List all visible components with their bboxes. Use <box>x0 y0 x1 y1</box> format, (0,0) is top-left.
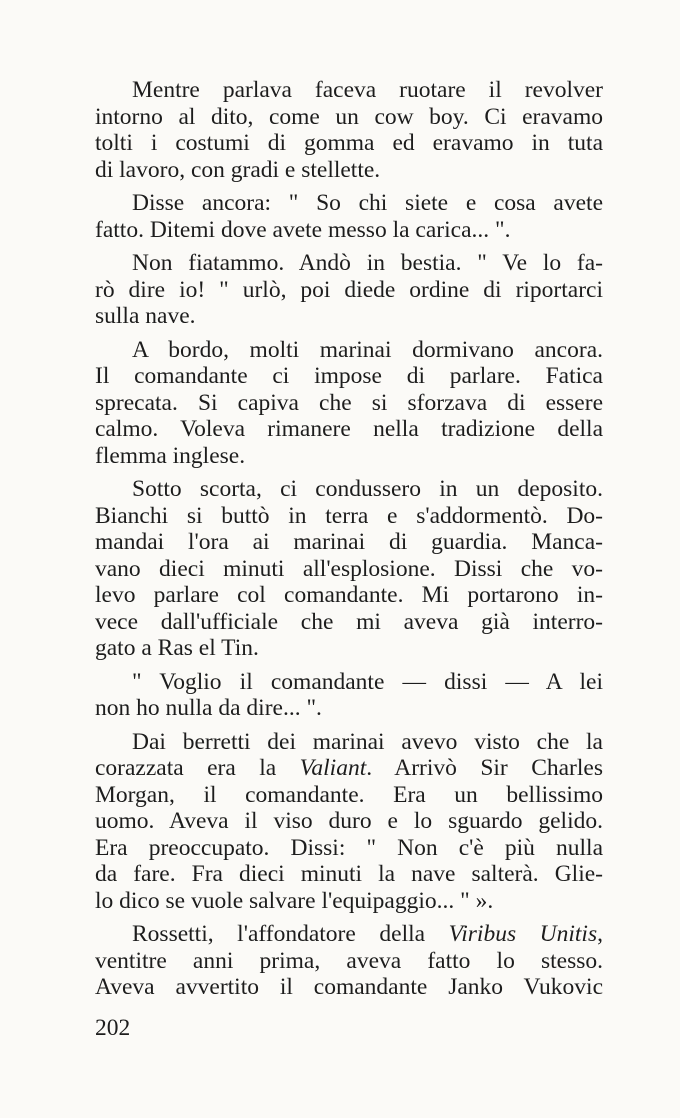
text-line: mandai l'ora ai marinai di guardia. Manca- <box>95 529 603 555</box>
text-line: lo dico se vuole salvare l'equipaggio... " ». <box>95 887 494 914</box>
text-line: Aveva avvertito il comandante Janko Vukovic <box>95 974 603 1000</box>
text-line: A bordo, molti marinai dormivano ancora. <box>132 336 603 363</box>
text-line: vano dieci minuti all'esplosione. Dissi che vo- <box>95 555 603 582</box>
text-line: intorno al dito, come un cow boy. Ci eravamo <box>95 103 603 130</box>
page-number: 202 <box>95 1015 131 1041</box>
text-line: tolti i costumi di gomma ed eravamo in tuta <box>95 130 603 156</box>
text-line: da fare. Fra dieci minuti la nave salterà. Glie- <box>95 861 603 887</box>
paragraph <box>95 921 603 1001</box>
text-line: Dai berretti dei marinai avevo visto che la <box>132 728 603 755</box>
paragraph <box>95 77 603 183</box>
text-line: ventitre anni prima, aveva fatto lo stesso. <box>95 947 603 974</box>
text-line: corazzata era la Valiant. Arrivò Sir Charles <box>95 755 603 781</box>
body-text <box>95 77 603 1001</box>
paragraph <box>95 669 603 722</box>
text-line: sulla nave. <box>95 303 196 329</box>
text-line: rò dire io! " urlò, poi diede ordine di riportarci <box>95 276 603 303</box>
text-line: uomo. Aveva il viso duro e lo sguardo gelido. <box>95 808 603 834</box>
text-line: Non fiatammo. Andò in bestia. " Ve lo fa- <box>132 250 603 276</box>
text-line: " Voglio il comandante — dissi — A lei <box>132 668 603 695</box>
text-line: sprecata. Si capiva che si sforzava di essere <box>95 389 603 416</box>
paragraph <box>95 476 603 662</box>
paragraph <box>95 190 603 243</box>
text-line: flemma inglese. <box>95 442 246 469</box>
text-line: Il comandante ci impose di parlare. Fatica <box>95 363 603 389</box>
text-line: Rossetti, l'affondatore della Viribus Unitis, <box>132 921 603 947</box>
text-line: Morgan, il comandante. Era un bellissimo <box>95 781 603 808</box>
text-line: calmo. Voleva rimanere nella tradizione della <box>95 416 603 442</box>
text-line: Disse ancora: " So chi siete e cosa avete <box>132 190 603 216</box>
text-line: fatto. Ditemi dove avete messo la carica... ". <box>95 216 511 243</box>
paragraph <box>95 337 603 470</box>
paragraph <box>95 729 603 915</box>
text-line: non ho nulla da dire... ". <box>95 695 322 721</box>
text-line: Era preoccupato. Dissi: " Non c'è più nulla <box>95 834 603 861</box>
text-line: di lavoro, con gradi e stellette. <box>95 156 381 183</box>
text-line: vece dall'ufficiale che mi aveva già interro- <box>95 608 603 635</box>
text-line: gato a Ras el Tin. <box>95 635 259 661</box>
text-line: Bianchi si buttò in terra e s'addormentò. Do- <box>95 502 603 529</box>
text-line: levo parlare col comandante. Mi portarono in- <box>95 582 603 608</box>
paragraph <box>95 250 603 330</box>
text-line: Mentre parlava faceva ruotare il revolver <box>132 77 603 103</box>
ship-name: Viribus Unitis <box>448 921 598 947</box>
text-line: Sotto scorta, ci condussero in un deposito. <box>132 476 603 502</box>
ship-name: Valiant <box>299 755 367 781</box>
